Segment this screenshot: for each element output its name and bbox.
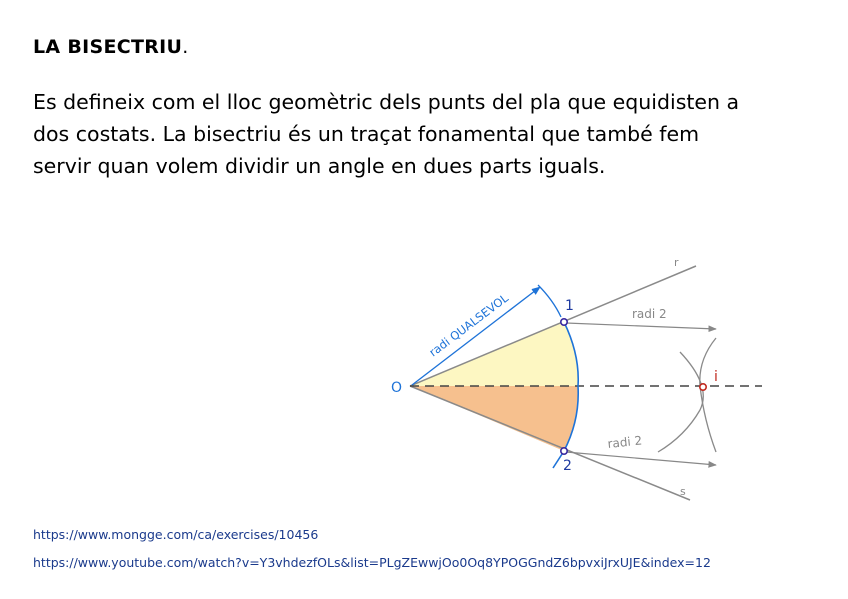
construction-arc-from-1: [658, 352, 703, 452]
arbitrary-radius-label: radi QUALSEVOL: [426, 290, 511, 360]
ray-s-label: s: [680, 485, 686, 498]
title-text: LA BISECTRIU: [33, 36, 183, 58]
radius2-lower-label: radi 2: [606, 433, 643, 451]
point-1: [561, 319, 567, 325]
paragraph-line: dos costats. La bisectriu és un traçat fonamental que també fem: [33, 122, 700, 146]
intersection-label: i: [714, 369, 718, 385]
paragraph-line: Es defineix com el lloc geomètric dels punts del pla que equidisten a: [33, 90, 740, 114]
construction-arc-from-2: [700, 338, 716, 452]
vertex-label: O: [391, 380, 403, 396]
point-intersection: [700, 384, 706, 390]
title-period: .: [182, 36, 189, 58]
point-2-label: 2: [563, 458, 572, 474]
mongge-link[interactable]: https://www.mongge.com/ca/exercises/10456: [33, 527, 319, 542]
radius2-upper-label: radi 2: [632, 307, 667, 321]
ray-r-label: r: [674, 256, 679, 269]
radius2-upper-arrow: [566, 323, 716, 329]
youtube-link[interactable]: https://www.youtube.com/watch?v=Y3vhdezfOLs&list=PLgZEwwjOo0Oq8YPOGGndZ6bpvxiJrxUJE&index=12: [33, 555, 711, 570]
point-1-label: 1: [565, 298, 574, 314]
paragraph-line: servir quan volem dividir un angle en dues parts iguals.: [33, 154, 606, 178]
arbitrary-radius-arc-top: [538, 285, 561, 317]
point-2: [561, 448, 567, 454]
